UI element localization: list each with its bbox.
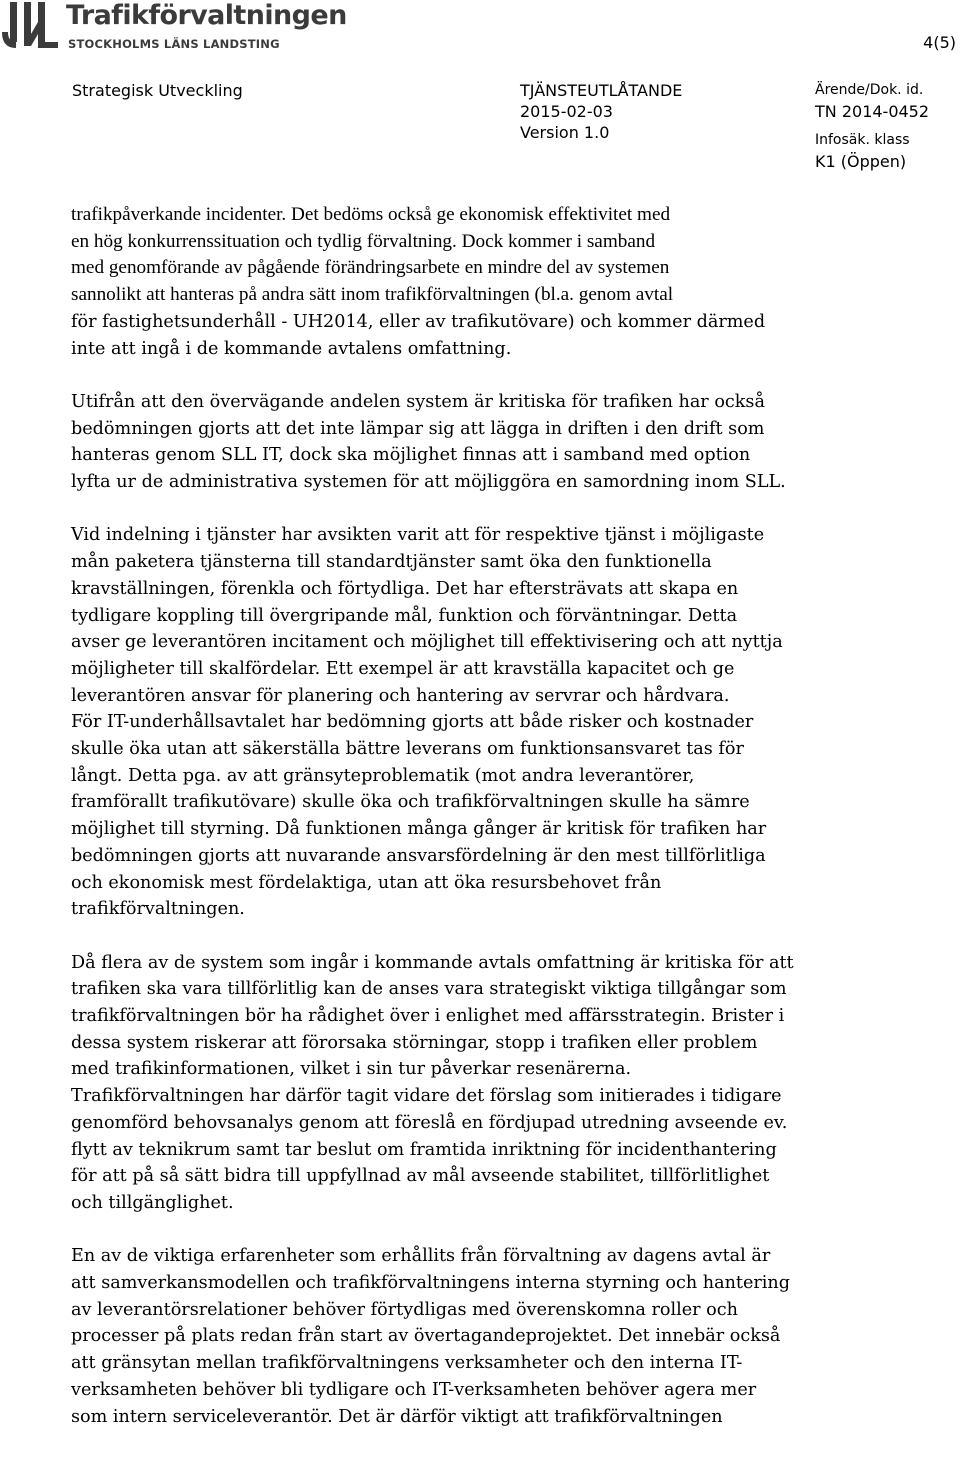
- text-line: För IT-underhållsavtalet har bedömning gjorts att både risker och kostnader: [71, 712, 754, 733]
- text-line: en hög konkurrenssituation och tydlig förvaltning. Dock kommer i samband: [71, 230, 656, 252]
- text-line: Då flera av de system som ingår i kommande avtals omfattning är kritiska för att: [71, 952, 794, 973]
- text-line: bedömningen gjorts att nuvarande ansvarsfördelning är den mest tillförlitliga: [71, 845, 766, 866]
- department: [72, 80, 243, 101]
- page-number: 4(5): [923, 33, 956, 52]
- organization-logo: [2, 0, 347, 56]
- text-line: hanteras genom SLL IT, dock ska möjlighet finnas att i samband med option: [71, 445, 751, 466]
- paragraph: [71, 522, 831, 923]
- text-line: framförallt trafikutövare) skulle öka och trafikförvaltningen skulle ha sämre: [71, 792, 750, 813]
- logo-subtitle: STOCKHOLMS LÄNS LANDSTING: [68, 37, 280, 51]
- text-line: Trafikförvaltningen har därför tagit vidare det förslag som initierades i tidigare: [71, 1086, 782, 1107]
- text-line: mån paketera tjänsterna till standardtjänster samt öka den funktionella: [71, 552, 712, 573]
- text-line: skulle öka utan att säkerställa bättre leverans om funktionsansvaret tas för: [71, 739, 744, 760]
- text-line: trafiken ska vara tillförlitlig kan de anses vara strategiskt viktiga tillgångar som: [71, 979, 787, 1000]
- paragraph: [71, 389, 831, 496]
- text-line: En av de viktiga erfarenheter som erhållits från förvaltning av dagens avtal är: [71, 1246, 771, 1267]
- text-line: som intern serviceleverantör. Det är därför viktigt att trafikförvaltningen: [71, 1406, 723, 1427]
- document-date: 2015-02-03: [520, 102, 613, 121]
- text-line: möjligheter till skalfördelar. Ett exempel är att kravställa kapacitet och ge: [71, 658, 735, 679]
- text-line: att samverkansmodellen och trafikförvaltningens interna styrning och hantering: [71, 1273, 791, 1294]
- classification-label: Infosäk. klass: [815, 132, 910, 148]
- text-line: Utifrån att den övervägande andelen system är kritiska för trafiken har också: [71, 391, 765, 412]
- text-line: genomförd behovsanalys genom att föreslå en fördjupad utredning avseende ev.: [71, 1112, 788, 1133]
- document-type-block: [520, 80, 682, 143]
- text-line: leverantören ansvar för planering och hantering av servrar och hårdvara.: [71, 685, 730, 706]
- text-line: processer på plats redan från start av övertagandeprojektet. Det innebär också: [71, 1326, 781, 1347]
- logo-name: Trafikförvaltningen: [66, 0, 347, 31]
- document-version: Version 1.0: [520, 123, 610, 142]
- text-line: lyfta ur de administrativa systemen för att möjliggöra en samordning inom SLL.: [71, 472, 786, 493]
- text-line: med genomförande av pågående förändringsarbete en mindre del av systemen: [71, 257, 670, 279]
- text-line: och tillgänglighet.: [71, 1192, 234, 1213]
- reference-block: [815, 80, 929, 172]
- text-line: och ekonomisk mest fördelaktiga, utan att öka resursbehovet från: [71, 872, 662, 893]
- text-line: för att på så sätt bidra till uppfyllnad av mål avseende stabilitet, tillförlitlighet: [71, 1166, 770, 1187]
- text-line: tydligare koppling till övergripande mål, funktion och förväntningar. Detta: [71, 605, 738, 626]
- paragraph: [71, 202, 831, 362]
- text-line: för fastighetsunderhåll - UH2014, eller av trafikutövare) och kommer därmed: [71, 311, 766, 332]
- text-line: kravställningen, förenkla och förtydliga. Det har eftersträvats att skapa en: [71, 578, 739, 599]
- text-line: dessa system riskerar att förorsaka störningar, stopp i trafiken eller problem: [71, 1032, 758, 1053]
- text-line: att gränsytan mellan trafikförvaltningens verksamheter och den interna IT-: [71, 1353, 743, 1374]
- text-line: med trafikinformationen, vilket i sin tur påverkar resenärerna.: [71, 1059, 632, 1080]
- text-line: trafikpåverkande incidenter. Det bedöms också ge ekonomisk effektivitet med: [71, 204, 671, 225]
- document-body: [71, 202, 831, 1457]
- text-line: verksamheten behöver bli tydligare och IT-verksamheten behöver agera mer: [71, 1379, 757, 1400]
- text-line: möjlighet till styrning. Då funktionen många gånger är kritisk för trafiken har: [71, 819, 767, 840]
- logo-mark-icon: [2, 2, 60, 50]
- text-line: sannolikt att hanteras på andra sätt inom trafikförvaltningen (bl.a. genom avtal: [71, 284, 674, 306]
- text-line: avser ge leverantören incitament och möjlighet till effektivisering och att nyttja: [71, 632, 783, 653]
- department-name: Strategisk Utveckling: [72, 81, 243, 100]
- text-line: av leverantörsrelationer behöver förtydligas med överenskomna roller och: [71, 1299, 738, 1320]
- text-line: trafikförvaltningen bör ha rådighet över i enlighet med affärsstrategin. Brister i: [71, 1006, 785, 1027]
- text-line: inte att ingå i de kommande avtalens omfattning.: [71, 338, 512, 359]
- text-line: trafikförvaltningen.: [71, 899, 245, 920]
- text-line: bedömningen gjorts att det inte lämpar sig att lägga in driften i den drift som: [71, 418, 765, 439]
- text-line: långt. Detta pga. av att gränsyteproblematik (mot andra leverantörer,: [71, 765, 695, 786]
- classification-value: K1 (Öppen): [815, 152, 907, 171]
- text-line: flytt av teknikrum samt tar beslut om framtida inriktning för incidenthantering: [71, 1139, 777, 1160]
- case-id: TN 2014-0452: [815, 102, 930, 121]
- case-label: Ärende/Dok. id.: [815, 82, 924, 98]
- text-line: Vid indelning i tjänster har avsikten varit att för respektive tjänst i möjligaste: [71, 525, 765, 546]
- paragraph: [71, 950, 831, 1217]
- paragraph: [71, 1243, 831, 1430]
- document-type: TJÄNSTEUTLÅTANDE: [520, 81, 683, 100]
